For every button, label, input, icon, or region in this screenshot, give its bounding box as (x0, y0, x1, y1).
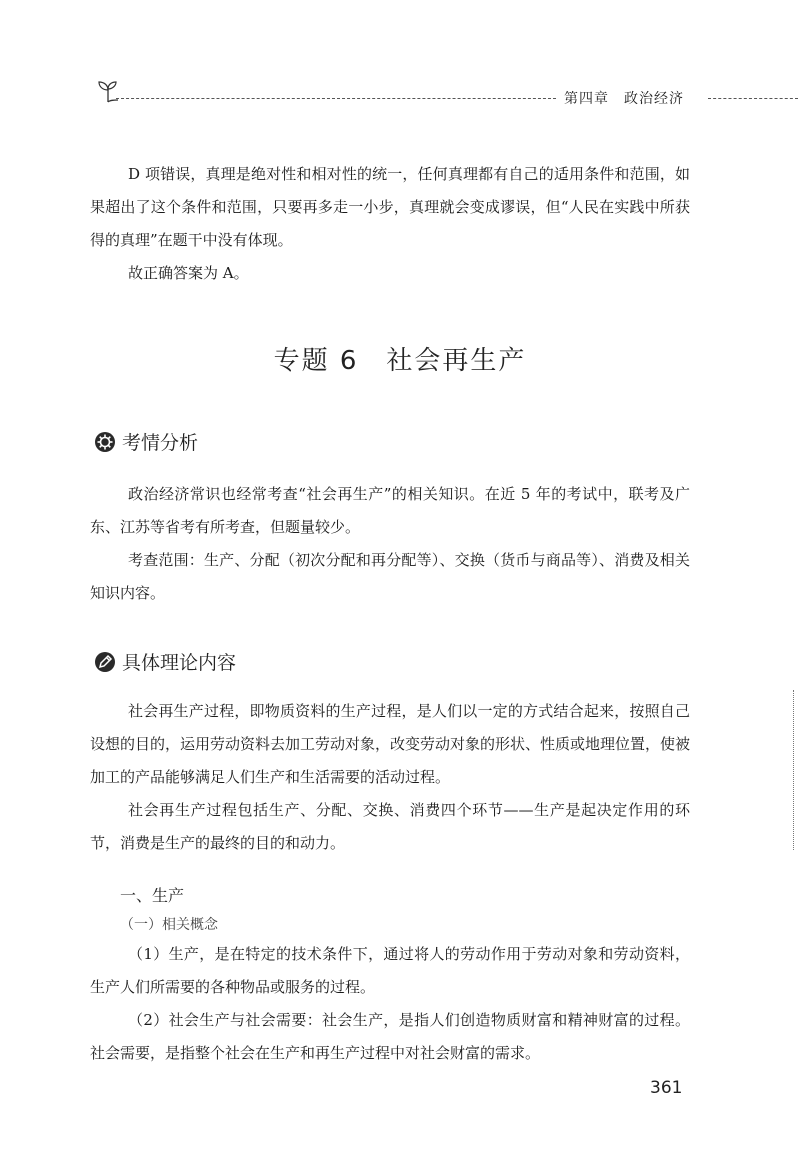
answer-paragraph: 故正确答案为 A。 (128, 264, 249, 282)
theory-heading (94, 648, 236, 675)
header-rule-left (116, 98, 556, 99)
analysis-paragraph-1: 政治经济常识也经常考查“社会再生产”的相关知识。在近 5 年的考试中，联考及广东、江苏等省考有所考查，但题量较少。 (90, 485, 690, 536)
scan-edge-mark (793, 690, 796, 850)
intro-block (90, 158, 690, 290)
analysis-heading-label: 考情分析 (122, 432, 199, 454)
analysis-block (90, 478, 690, 610)
theory-paragraph-1: 社会再生产过程，即物质资料的生产过程，是人们以一定的方式结合起来，按照自己设想的目的，运用劳动资料去加工劳动对象，改变劳动对象的形状、性质或地理位置，使被加工的产品能够满足人们生产和生活需要的活动过程。 (90, 702, 691, 786)
topic-title: 专题 6 社会再生产 (273, 346, 527, 376)
theory-paragraph-2: 社会再生产过程包括生产、分配、交换、消费四个环节——生产是起决定作用的环节，消费是生产的最终的目的和动力。 (90, 801, 690, 852)
analysis-heading (94, 428, 198, 455)
header-rule-right (708, 98, 798, 99)
theory-heading-label: 具体理论内容 (122, 652, 237, 674)
pen-badge-icon (94, 651, 116, 673)
chapter-title: 第四章 政治经济 (564, 91, 684, 107)
intro-paragraph: D 项错误，真理是绝对性和相对性的统一，任何真理都有自己的适用条件和范围，如果超出了这个条件和范围，只要再多走一小步，真理就会变成谬误，但“人民在实践中所获得的真理”在题干中没有体现。 (90, 165, 690, 249)
analysis-paragraph-2: 考查范围：生产、分配（初次分配和再分配等）、交换（货币与商品等）、消费及相关知识内容。 (90, 551, 690, 602)
production-block (90, 938, 690, 1070)
theory-block (90, 695, 690, 860)
production-heading: 一、生产 (120, 886, 185, 905)
concepts-subheading: （一）相关概念 (120, 917, 218, 933)
running-header (96, 78, 796, 108)
sprout-icon (96, 78, 120, 104)
gear-badge-icon (94, 431, 116, 453)
page-number: 361 (650, 1078, 683, 1098)
production-item-1: （1）生产，是在特定的技术条件下，通过将人的劳动作用于劳动对象和劳动资料，生产人们所需要的各种物品或服务的过程。 (90, 945, 690, 996)
production-item-2: （2）社会生产与社会需要：社会生产，是指人们创造物质财富和精神财富的过程。社会需要，是指整个社会在生产和再生产过程中对社会财富的需求。 (90, 1011, 690, 1062)
